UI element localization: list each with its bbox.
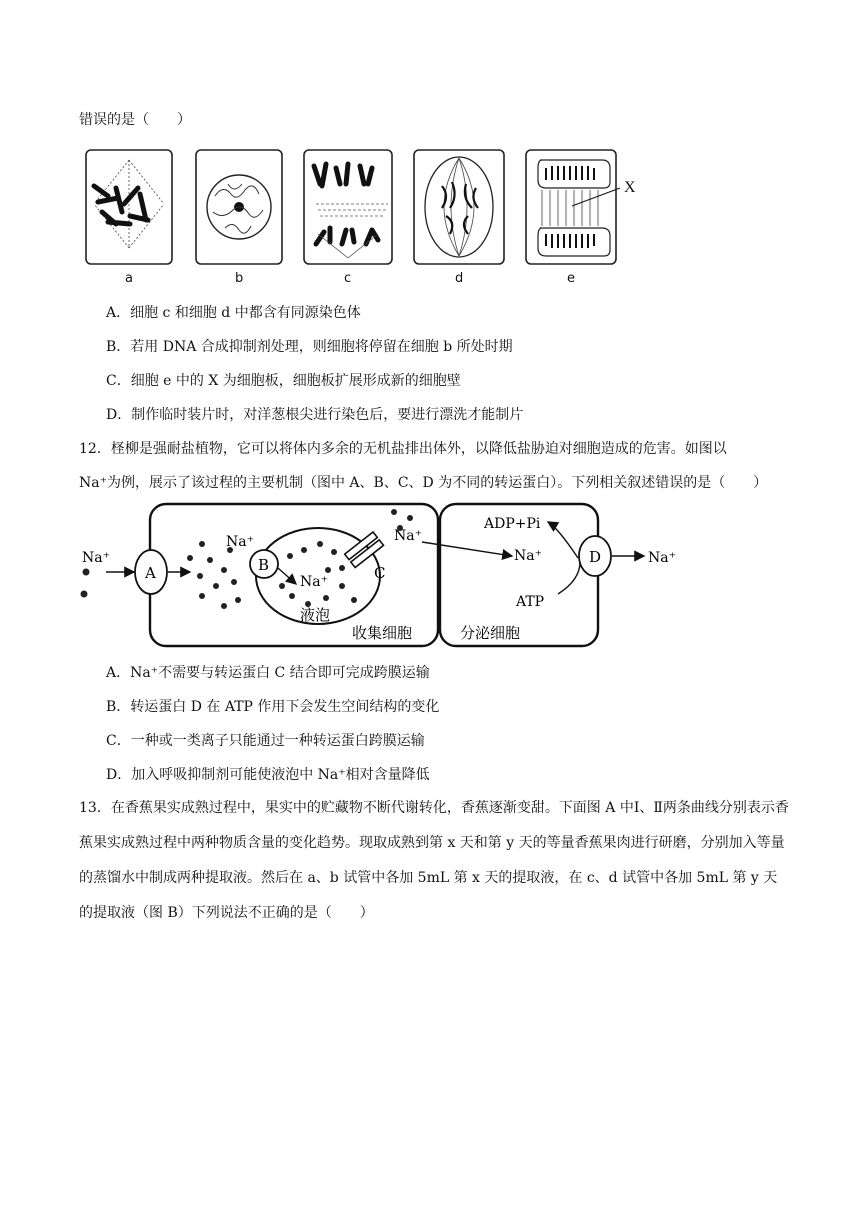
na-c-label: Na⁺ xyxy=(394,528,422,544)
secretory-cell-label: 分泌细胞 xyxy=(460,624,521,642)
na-left-label: Na⁺ xyxy=(82,550,110,566)
question-intro: 错误的是（ ） xyxy=(79,112,191,128)
label-c: c xyxy=(344,271,352,286)
na-right-label: Na⁺ xyxy=(648,550,676,566)
transporter-c-label: C xyxy=(374,564,386,582)
cell-a xyxy=(86,150,172,264)
cell-b xyxy=(196,150,282,264)
label-x: X xyxy=(624,179,636,196)
label-e: e xyxy=(567,271,575,286)
q12-stem-line1: 12．柽柳是强耐盐植物，它可以将体内多余的无机盐排出体外，以降低盐胁迫对细胞造成的危害。如图以 xyxy=(79,441,727,457)
transporter-b-label: B xyxy=(258,556,270,574)
q12-option-a: A．Na⁺不需要与转运蛋白 C 结合即可完成跨膜运输 xyxy=(106,665,430,681)
transporter-d-label: D xyxy=(589,548,602,566)
adp-pi-label: ADP+Pi xyxy=(484,516,541,532)
transporter-a-label: A xyxy=(145,564,156,582)
salt-gland-figure xyxy=(78,500,678,652)
q11-option-b: B．若用 DNA 合成抑制剂处理，则细胞将停留在细胞 b 所处时期 xyxy=(106,339,513,355)
mitosis-figure xyxy=(80,146,660,291)
q12-stem-line2: Na⁺为例，展示了该过程的主要机制（图中 A、B、C、D 为不同的转运蛋白）。下列相关叙述错误的是（ ） xyxy=(79,475,768,491)
q13-stem: 13．在香蕉果实成熟过程中，果实中的贮藏物不断代谢转化，香蕉逐渐变甜。下面图 A 中Ⅰ、Ⅱ两条曲线分别表示香蕉果实成熟过程中两种物质含量的变化趋势。现取成熟到第 x 天和第 y 天的等量香蕉果肉进行研磨，分别加入等量的蒸馏水中制成两种提取液。然后在 a、b 试管中各加 5mL 第 x 天的提取液，在 c、d 试管中各加 5mL 第 y 天的提取液（图 B）下列说法不正确的是（ ） xyxy=(79,800,789,921)
atp-label: ATP xyxy=(516,594,545,610)
cell-c xyxy=(304,150,392,264)
q11-option-a: A．细胞 c 和细胞 d 中都含有同源染色体 xyxy=(106,305,361,321)
q12-option-d: D．加入呼吸抑制剂可能使液泡中 Na⁺相对含量降低 xyxy=(106,767,430,783)
q12-option-c: C．一种或一类离子只能通过一种转运蛋白跨膜运输 xyxy=(106,733,425,749)
mitosis-panels xyxy=(80,146,660,291)
q11-option-d: D．制作临时装片时，对洋葱根尖进行染色后，要进行漂洗才能制片 xyxy=(106,407,524,423)
na-inside-label: Na⁺ xyxy=(300,574,328,590)
label-a: a xyxy=(125,271,133,286)
q12-option-b: B．转运蛋白 D 在 ATP 作用下会发生空间结构的变化 xyxy=(106,699,440,715)
label-d: d xyxy=(455,271,464,286)
cell-d xyxy=(414,150,504,264)
collecting-cell-label: 收集细胞 xyxy=(352,624,413,642)
vacuole-label: 液泡 xyxy=(300,606,331,624)
na-secretory-label: Na⁺ xyxy=(514,548,542,564)
q11-option-c: C．细胞 e 中的 X 为细胞板，细胞板扩展形成新的细胞壁 xyxy=(106,373,461,389)
transport-diagram xyxy=(78,500,678,652)
label-b: b xyxy=(235,271,244,286)
na-b-label: Na⁺ xyxy=(226,534,254,550)
cell-e xyxy=(526,150,620,264)
